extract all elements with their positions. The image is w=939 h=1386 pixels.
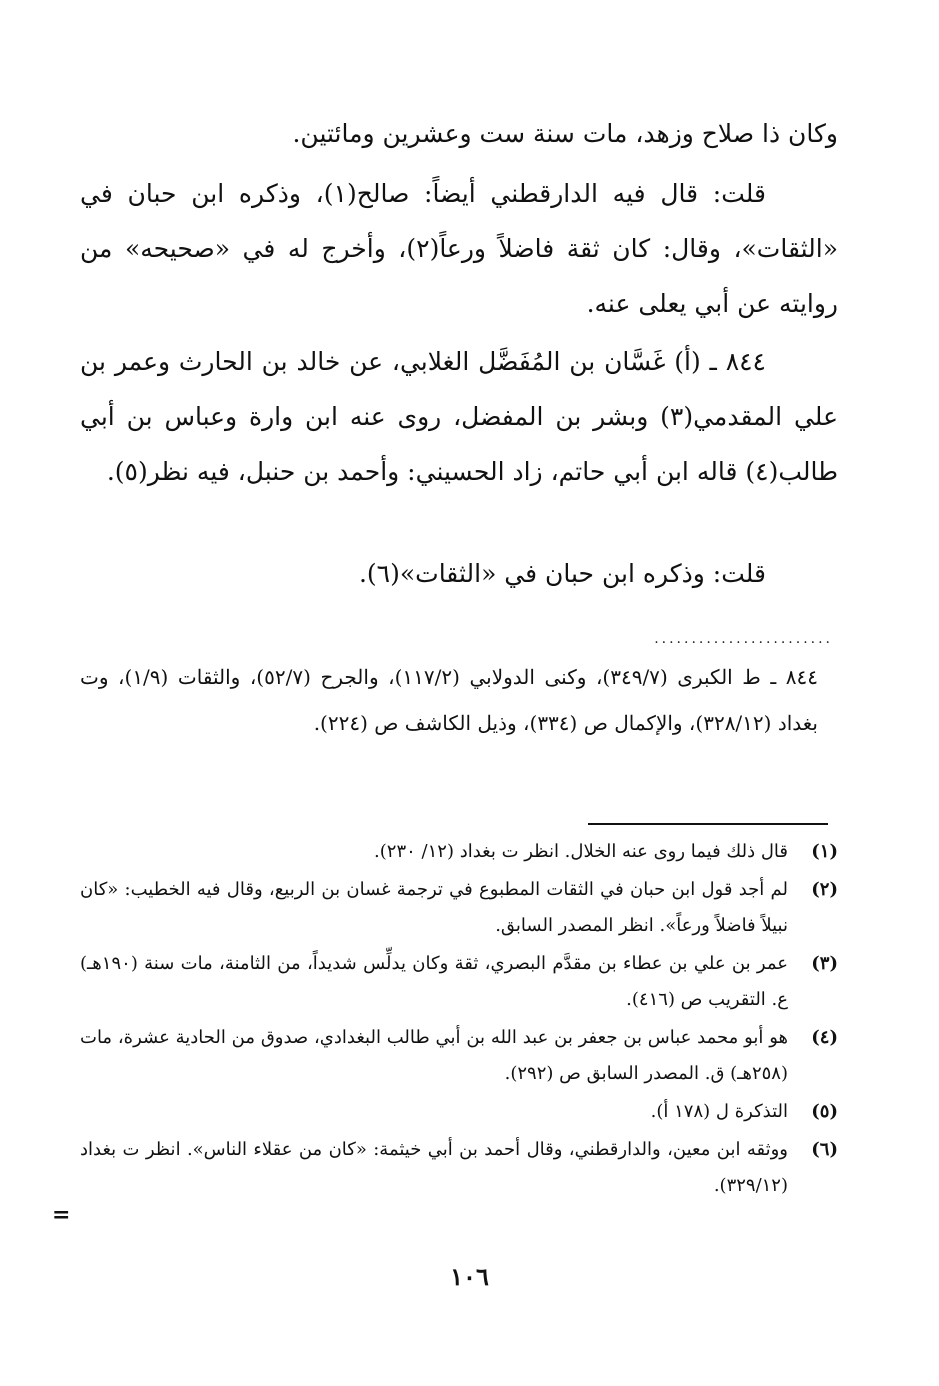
entry-844 bbox=[80, 334, 838, 499]
footnote bbox=[80, 834, 838, 870]
footnotes bbox=[80, 834, 838, 1206]
footnote-number: (٢) bbox=[811, 879, 838, 900]
entry-844-text: ٨٤٤ ـ (أ) غَسَّان بن المُفَضَّل الغلابي، عن خالد بن الحارث وعمر بن علي المقدمي(٣) وبشر بن المفضل، روى عنه ابن وارة وعباس بن أبي طالب(٤) قاله ابن أبي حاتم، زاد الحسيني: وأحمد بن حنبل، فيه نظر(٥). bbox=[80, 347, 839, 486]
paragraph-1-text: وكان ذا صلاح وزهد، مات سنة ست وعشرين ومائتين. bbox=[292, 119, 838, 148]
footnote-text: لم أجد قول ابن حبان في الثقات المطبوع في ترجمة غسان بن الربيع، وقال فيه الخطيب: «كان نبيلاً فاضلاً ورعاً». انظر المصدر السابق. bbox=[80, 879, 788, 936]
paragraph-4 bbox=[80, 546, 838, 601]
footnote-rule bbox=[588, 823, 828, 825]
sources-note: ٨٤٤ ـ ط الكبرى (٣٤٩/٧)، وكنى الدولابي (١١٧/٢)، والجرح (٥٢/٧)، والثقات (١/٩)، وت بغداد (٣٢٨/١٢)، والإكمال ص (٣٣٤)، وذيل الكاشف ص (٢٢٤). bbox=[80, 665, 818, 735]
footnote-number: (٥) bbox=[811, 1101, 838, 1122]
paragraph-2 bbox=[80, 166, 838, 331]
footnote bbox=[80, 1132, 838, 1204]
footnote-number: (١) bbox=[811, 841, 838, 862]
footnote-text: التذكرة ل (١٧٨ أ). bbox=[650, 1101, 788, 1122]
footnote-number: (٤) bbox=[811, 1027, 838, 1048]
footnote-text: عمر بن علي بن عطاء بن مقدَّم البصري، ثقة وكان يدلِّس شديداً، من الثامنة، مات سنة (١٩٠هـ) ع. التقريب ص (٤١٦). bbox=[80, 953, 788, 1010]
paragraph-1 bbox=[80, 106, 838, 161]
footnote bbox=[80, 1094, 838, 1130]
paragraph-2-text: قلت: قال فيه الدارقطني أيضاً: صالح(١)، وذكره ابن حبان في «الثقات»، وقال: كان ثقة فاضلاً ورعاً(٢)، وأخرج له في «صحيحه» من روايته عن أبي يعلى عنه. bbox=[80, 179, 839, 318]
page-number: ١٠٦ bbox=[450, 1262, 489, 1291]
footnote-number: (٦) bbox=[811, 1139, 838, 1160]
footnote-text: قال ذلك فيما روى عنه الخلال. انظر ت بغداد (١٢/ ٢٣٠). bbox=[374, 841, 788, 862]
dotted-separator: ........................ bbox=[654, 631, 833, 647]
footnote-number: (٣) bbox=[811, 953, 838, 974]
footnote bbox=[80, 946, 838, 1018]
continuation-mark: = bbox=[52, 1202, 71, 1228]
paragraph-4-text: قلت: وذكره ابن حبان في «الثقات»(٦). bbox=[358, 559, 766, 588]
footnote-text: ووثقه ابن معين، والدارقطني، وقال أحمد بن أبي خيثمة: «كان من عقلاء الناس». انظر ت بغداد (٣٢٩/١٢). bbox=[80, 1139, 788, 1196]
footnote-text: هو أبو محمد عباس بن جعفر بن عبد الله بن أبي طالب البغدادي، صدوق من الحادية عشرة، مات (٢٥٨هـ) ق. المصدر السابق ص (٢٩٢). bbox=[80, 1027, 788, 1084]
footnote bbox=[80, 1020, 838, 1092]
footnote bbox=[80, 872, 838, 944]
